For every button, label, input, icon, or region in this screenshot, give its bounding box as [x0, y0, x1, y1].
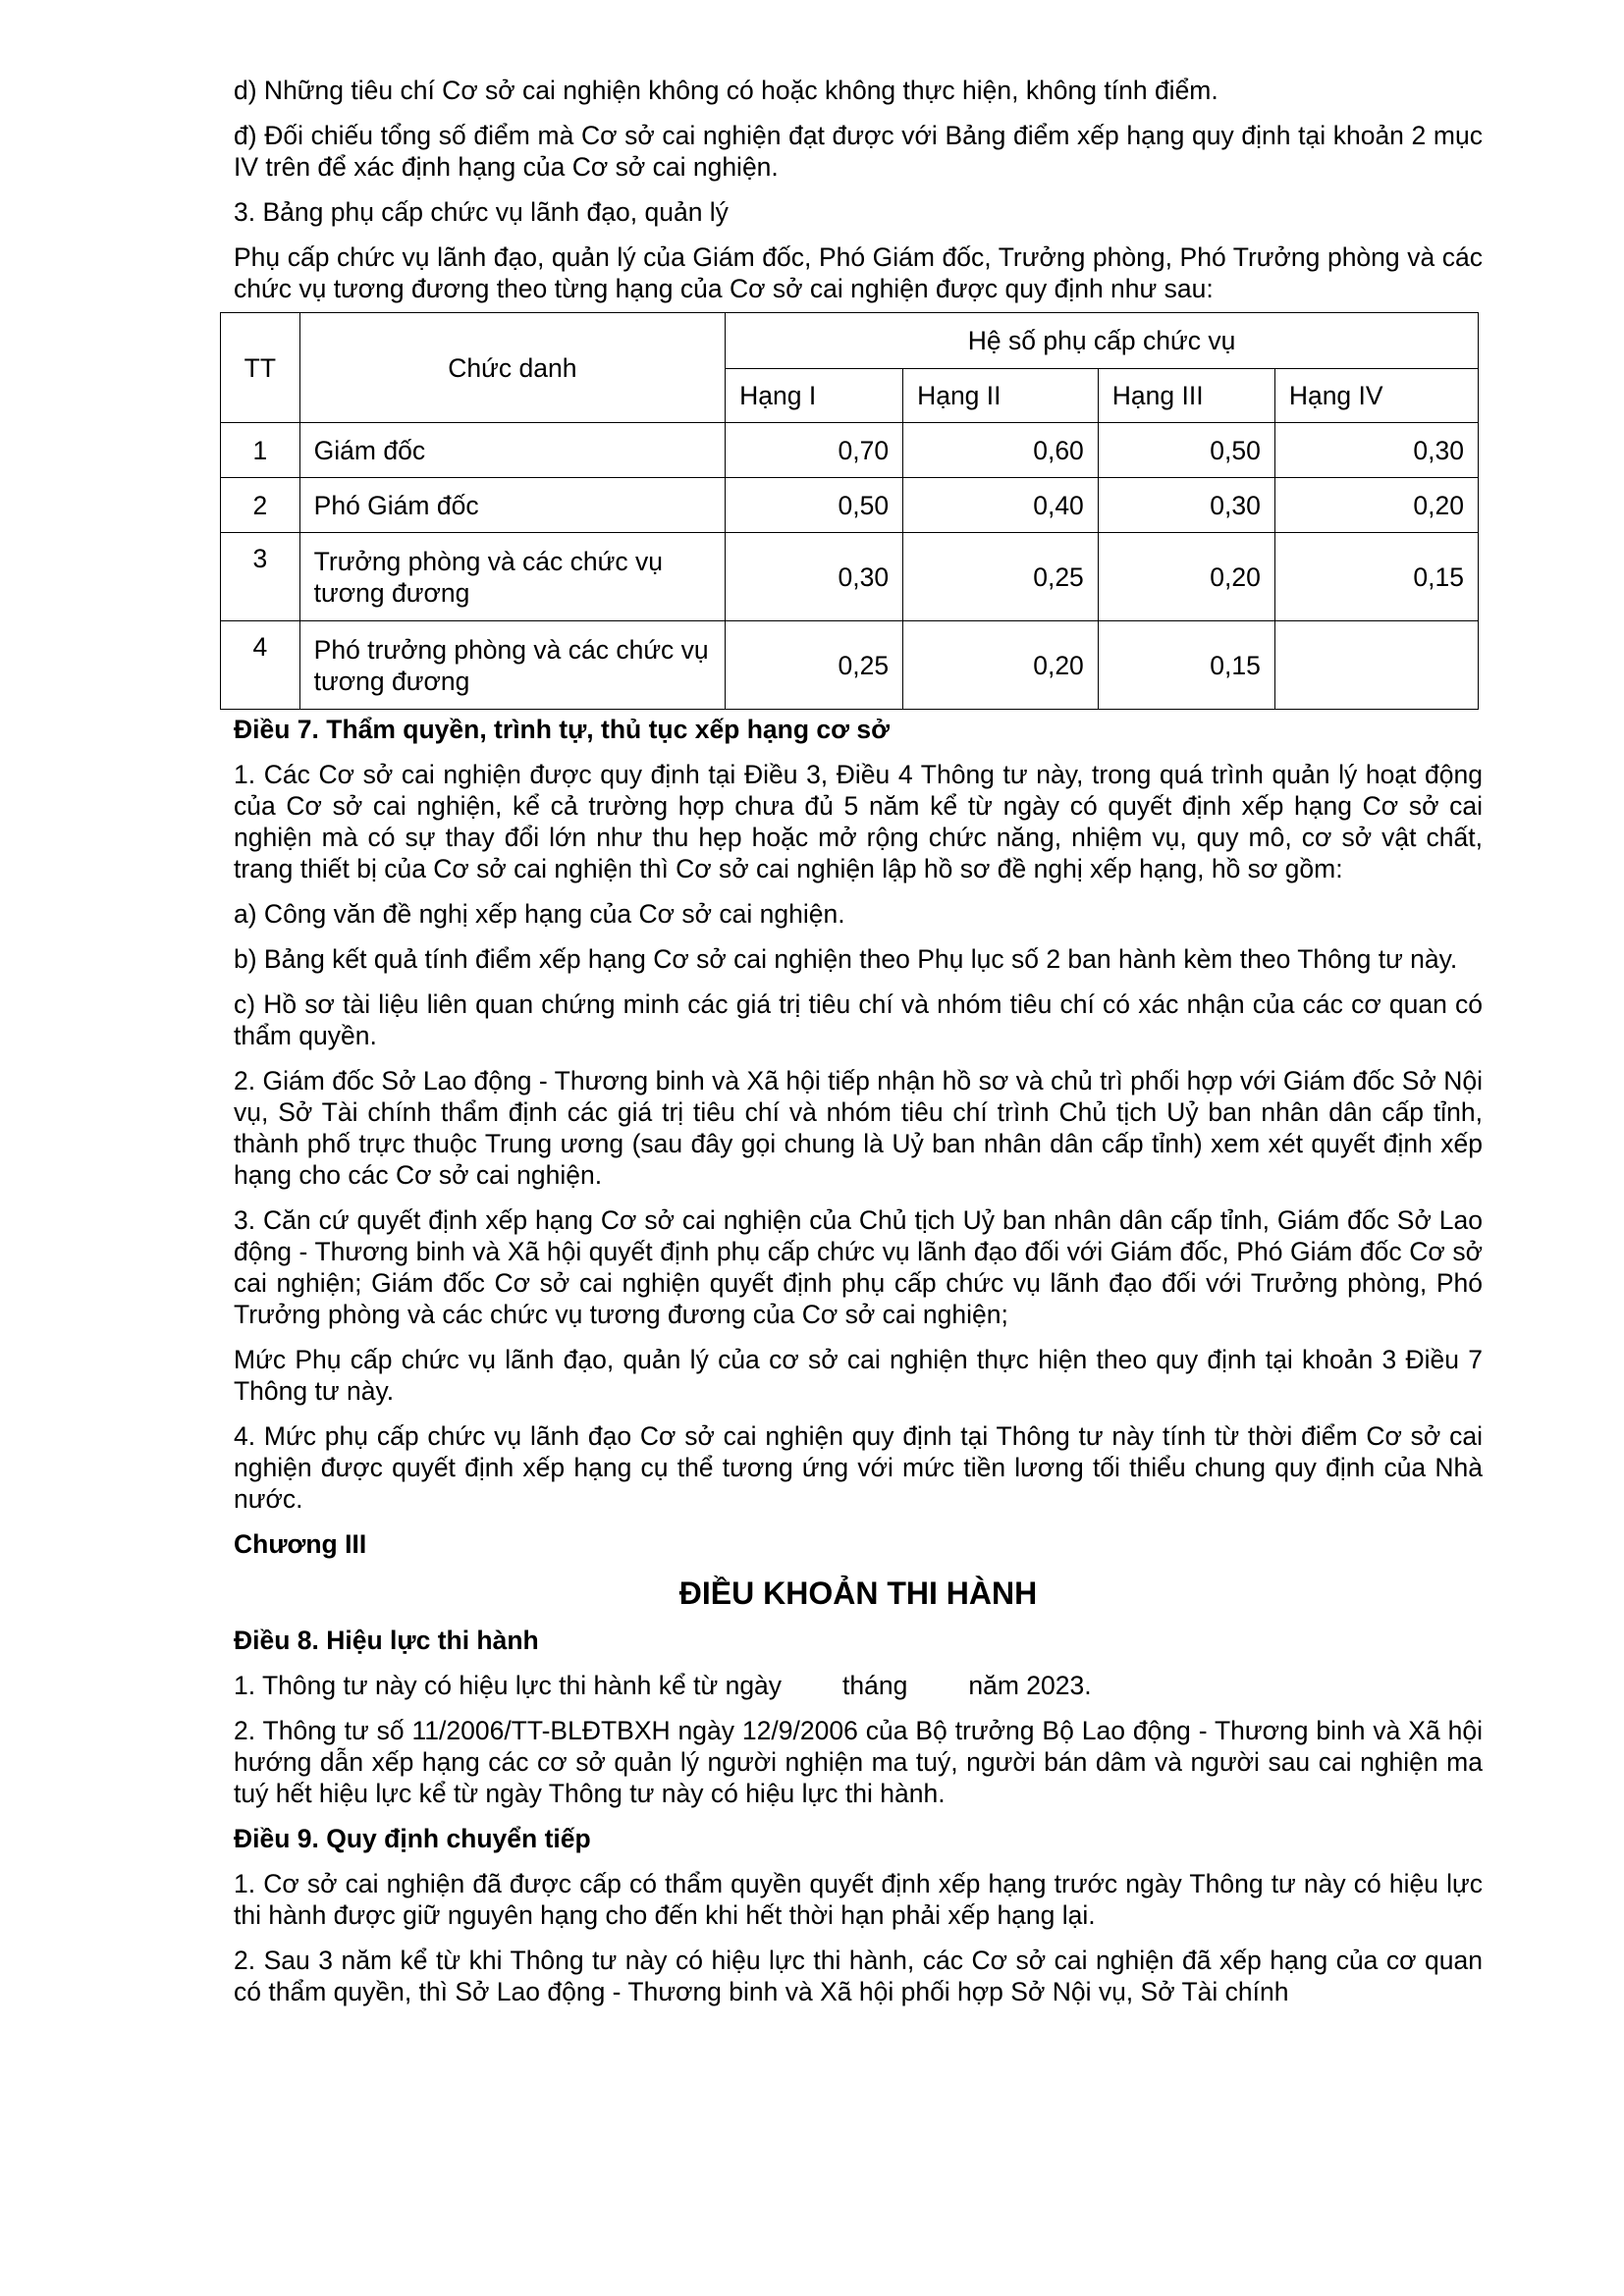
cell-value: 0,20 — [903, 621, 1099, 710]
allowance-table — [220, 312, 1479, 710]
paragraph: a) Công văn đề nghị xếp hạng của Cơ sở cai nghiện. — [234, 899, 845, 929]
cell-value: 0,15 — [1274, 533, 1478, 621]
table-row — [221, 533, 1479, 621]
cell-title: Giám đốc — [299, 423, 725, 478]
header-tt: TT — [221, 313, 300, 423]
paragraph: 3. Bảng phụ cấp chức vụ lãnh đạo, quản lý — [234, 197, 729, 227]
cell-value: 0,40 — [903, 478, 1099, 533]
header-title: Chức danh — [299, 313, 725, 423]
document-page — [234, 75, 1483, 2021]
article-heading: Điều 8. Hiệu lực thi hành — [234, 1626, 539, 1655]
article-heading: Điều 7. Thẩm quyền, trình tự, thủ tục xếp hạng cơ sở — [234, 715, 890, 744]
header-rank: Hạng III — [1098, 369, 1274, 423]
paragraph: 2. Sau 3 năm kể từ khi Thông tư này có hiệu lực thi hành, các Cơ sở cai nghiện đã xếp hạng của cơ quan có thẩm quyền, thì Sở Lao động - Thương binh và Xã hội phối hợp Sở Nội vụ, Sở Tài chính — [234, 1946, 1483, 2006]
cell-title: Phó trưởng phòng và các chức vụ tương đương — [299, 621, 725, 710]
paragraph: 3. Căn cứ quyết định xếp hạng Cơ sở cai nghiện của Chủ tịch Uỷ ban nhân dân cấp tỉnh, Giám đốc Sở Lao động - Thương binh và Xã hội quyết định phụ cấp chức vụ lãnh đạo đối với Giám đốc, Phó Giám đốc Cơ sở cai nghiện; Giám đốc Cơ sở cai nghiện quyết định phụ cấp chức vụ lãnh đạo đối với Trưởng phòng, Phó Trưởng phòng và các chức vụ tương đương của Cơ sở cai nghiện; — [234, 1205, 1483, 1329]
header-rank: Hạng II — [903, 369, 1099, 423]
cell-value: 0,50 — [726, 478, 903, 533]
paragraph: 1. Các Cơ sở cai nghiện được quy định tại Điều 3, Điều 4 Thông tư này, trong quá trình quản lý hoạt động của Cơ sở cai nghiện, kể cả trường hợp chưa đủ 5 năm kể từ ngày có quyết định xếp hạng Cơ sở cai nghiện mà có sự thay đổi lớn như thu hẹp hoặc mở rộng chức năng, nhiệm vụ, quy mô, cơ sở vật chất, trang thiết bị của Cơ sở cai nghiện thì Cơ sở cai nghiện lập hồ sơ đề nghị xếp hạng, hồ sơ gồm: — [234, 760, 1483, 883]
paragraph: Phụ cấp chức vụ lãnh đạo, quản lý của Giám đốc, Phó Giám đốc, Trưởng phòng, Phó Trưởng phòng và các chức vụ tương đương theo từng hạng của Cơ sở cai nghiện được quy định như sau: — [234, 242, 1483, 303]
month-text: tháng — [842, 1671, 908, 1700]
paragraph: 2. Thông tư số 11/2006/TT-BLĐTBXH ngày 12/9/2006 của Bộ trưởng Bộ Lao động - Thương binh và Xã hội hướng dẫn xếp hạng các cơ sở quản lý người nghiện ma tuý, người bán dâm và người sau cai nghiện ma tuý hết hiệu lực kể từ ngày Thông tư này có hiệu lực thi hành. — [234, 1716, 1483, 1808]
cell-value: 0,30 — [1274, 423, 1478, 478]
table-row — [221, 621, 1479, 710]
cell-value: 0,25 — [903, 533, 1099, 621]
cell-value — [1274, 621, 1478, 710]
cell-title: Trưởng phòng và các chức vụ tương đương — [299, 533, 725, 621]
cell-value: 0,25 — [726, 621, 903, 710]
cell-value: 0,20 — [1274, 478, 1478, 533]
cell-tt: 1 — [221, 423, 300, 478]
paragraph: 4. Mức phụ cấp chức vụ lãnh đạo Cơ sở cai nghiện quy định tại Thông tư này tính từ thời điểm Cơ sở cai nghiện được quyết định xếp hạng cụ thể tương ứng với mức tiền lương tối thiểu chung quy định của Nhà nước. — [234, 1421, 1483, 1514]
effective-date-text: 1. Thông tư này có hiệu lực thi hành kể từ ngày — [234, 1671, 783, 1700]
header-rank: Hạng I — [726, 369, 903, 423]
paragraph: 2. Giám đốc Sở Lao động - Thương binh và Xã hội tiếp nhận hồ sơ và chủ trì phối hợp với Giám đốc Sở Nội vụ, Sở Tài chính thẩm định các giá trị tiêu chí và nhóm tiêu chí trình Chủ tịch Uỷ ban nhân dân cấp tỉnh, thành phố trực thuộc Trung ương (sau đây gọi chung là Uỷ ban nhân dân cấp tỉnh) xem xét quyết định xếp hạng cho các Cơ sở cai nghiện. — [234, 1066, 1483, 1190]
cell-tt: 2 — [221, 478, 300, 533]
header-coefficient: Hệ số phụ cấp chức vụ — [726, 313, 1479, 369]
paragraph: d) Những tiêu chí Cơ sở cai nghiện không có hoặc không thực hiện, không tính điểm. — [234, 76, 1218, 105]
paragraph: Mức Phụ cấp chức vụ lãnh đạo, quản lý của cơ sở cai nghiện thực hiện theo quy định tại khoản 3 Điều 7 Thông tư này. — [234, 1345, 1483, 1406]
paragraph: c) Hồ sơ tài liệu liên quan chứng minh các giá trị tiêu chí và nhóm tiêu chí có xác nhận của các cơ quan có thẩm quyền. — [234, 989, 1483, 1050]
paragraph: b) Bảng kết quả tính điểm xếp hạng Cơ sở cai nghiện theo Phụ lục số 2 ban hành kèm theo Thông tư này. — [234, 944, 1458, 974]
paragraph: đ) Đối chiếu tổng số điểm mà Cơ sở cai nghiện đạt được với Bảng điểm xếp hạng quy định tại khoản 2 mục IV trên để xác định hạng của Cơ sở cai nghiện. — [234, 121, 1483, 182]
cell-value: 0,15 — [1098, 621, 1274, 710]
header-rank: Hạng IV — [1274, 369, 1478, 423]
table-header-row — [221, 313, 1479, 369]
cell-value: 0,50 — [1098, 423, 1274, 478]
article-heading: Điều 9. Quy định chuyển tiếp — [234, 1824, 591, 1853]
cell-tt: 4 — [221, 621, 300, 710]
chapter-title: ĐIỀU KHOẢN THI HÀNH — [678, 1575, 1038, 1611]
cell-title: Phó Giám đốc — [299, 478, 725, 533]
cell-value: 0,70 — [726, 423, 903, 478]
paragraph — [234, 1670, 1483, 1701]
cell-tt: 3 — [221, 533, 300, 621]
year-text: năm 2023. — [968, 1671, 1092, 1700]
paragraph: 1. Cơ sở cai nghiện đã được cấp có thẩm quyền quyết định xếp hạng trước ngày Thông tư này có hiệu lực thi hành được giữ nguyên hạng cho đến khi hết thời hạn phải xếp hạng lại. — [234, 1869, 1483, 1930]
cell-value: 0,30 — [726, 533, 903, 621]
chapter-label: Chương III — [234, 1529, 367, 1559]
cell-value: 0,20 — [1098, 533, 1274, 621]
cell-value: 0,30 — [1098, 478, 1274, 533]
table-row — [221, 478, 1479, 533]
table-row — [221, 423, 1479, 478]
cell-value: 0,60 — [903, 423, 1099, 478]
